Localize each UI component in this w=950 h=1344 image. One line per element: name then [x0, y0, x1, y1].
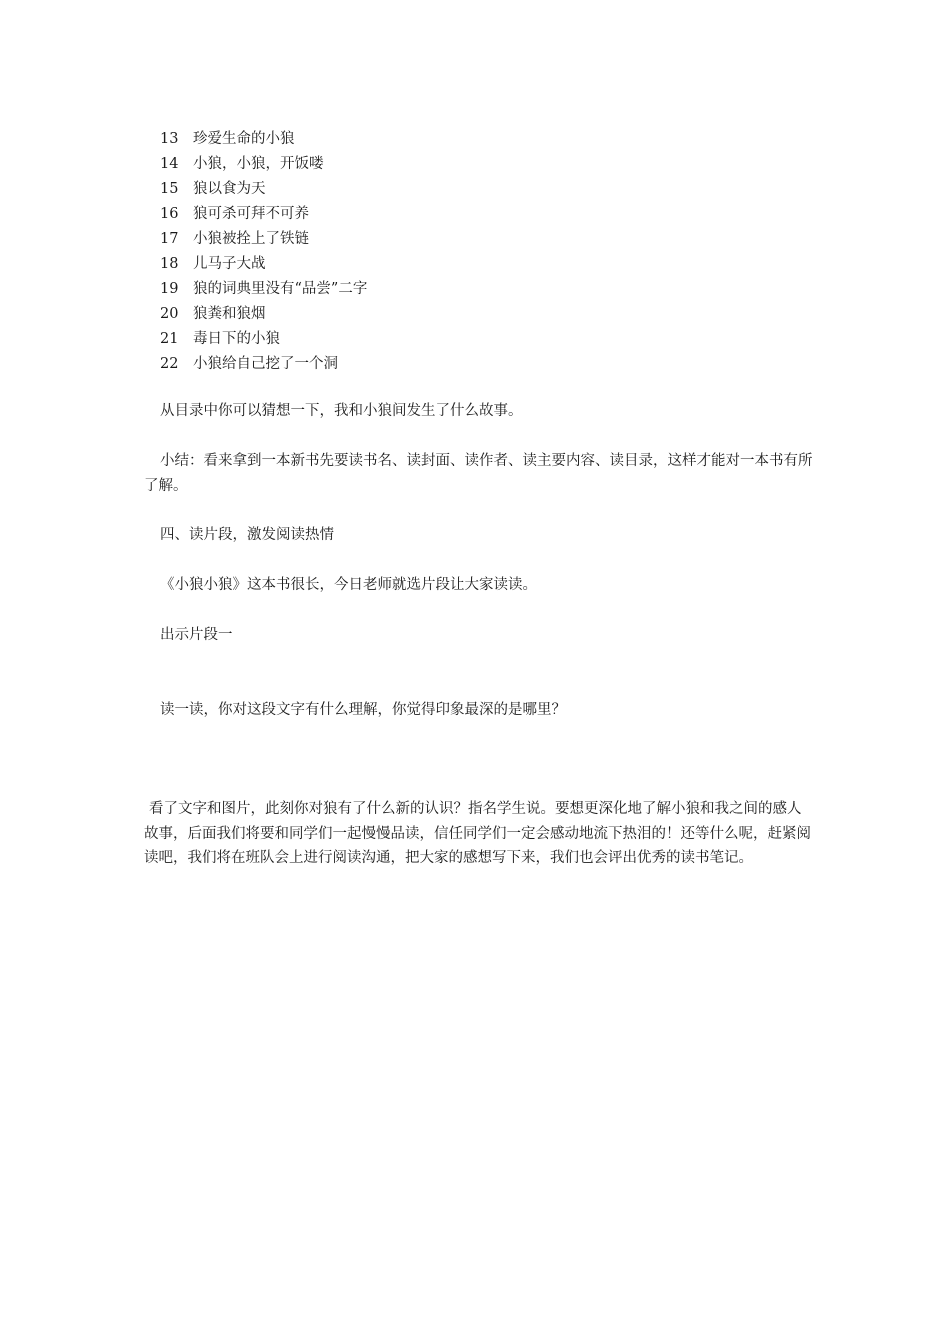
toc-item	[160, 277, 760, 302]
toc-item	[160, 327, 760, 352]
toc-item	[160, 302, 760, 327]
toc-item-number: 20	[160, 306, 179, 322]
toc-item	[160, 252, 760, 277]
toc-item-number: 22	[160, 356, 179, 372]
closing-paragraph: 看了文字和图片，此刻你对狼有了什么新的认识？指名学生说。要想更深化地了解小狼和我之间的感人故事，后面我们将要和同学们一起慢慢品读，信任同学们一定会感动地流下热泪的！还等什么呢，赶紧阅读吧，我们将在班队会上进行阅读沟通，把大家的感想写下来，我们也会评出优秀的读书笔记。	[144, 801, 811, 866]
toc-item-number: 14	[160, 156, 179, 172]
toc-item-number: 15	[160, 181, 179, 197]
question-paragraph: 读一读，你对这段文字有什么理解，你觉得印象最深的是哪里？	[160, 702, 566, 718]
toc-item-number: 21	[160, 331, 179, 347]
toc-item-title: 狼可杀可拜不可养	[193, 206, 309, 222]
toc-item	[160, 352, 760, 377]
toc-item	[160, 202, 760, 227]
toc-item-number: 16	[160, 206, 179, 222]
toc-item-title: 小狼，小狼，开饭喽	[193, 156, 324, 172]
toc-item-title: 小狼给自己挖了一个洞	[193, 356, 338, 372]
toc-item-number: 18	[160, 256, 179, 272]
toc-item-title: 狼以食为天	[193, 181, 266, 197]
toc-item-title: 狼粪和狼烟	[193, 306, 266, 322]
summary-paragraph: 小结：看来拿到一本新书先要读书名、读封面、读作者、读主要内容、读目录，这样才能对一本书有所了解。	[144, 453, 813, 494]
toc-item	[160, 177, 760, 202]
toc-item-number: 13	[160, 131, 179, 147]
table-of-contents	[160, 127, 760, 377]
toc-item-number: 19	[160, 281, 179, 297]
intro-paragraph: 《小狼小狼》这本书很长，今日老师就选片段让大家读读。	[160, 577, 537, 593]
section-heading: 四、读片段，激发阅读热情	[160, 527, 334, 543]
toc-item	[160, 152, 760, 177]
toc-item	[160, 227, 760, 252]
toc-item-title: 珍爱生命的小狼	[193, 131, 295, 147]
show-excerpt-line: 出示片段一	[160, 627, 233, 643]
toc-item-number: 17	[160, 231, 179, 247]
toc-item	[160, 127, 760, 152]
toc-item-title: 儿马子大战	[193, 256, 266, 272]
toc-item-title: 毒日下的小狼	[193, 331, 280, 347]
guess-paragraph: 从目录中你可以猜想一下，我和小狼间发生了什么故事。	[160, 403, 523, 419]
toc-item-title: 狼的词典里没有“品尝”二字	[193, 281, 368, 297]
toc-item-title: 小狼被拴上了铁链	[193, 231, 309, 247]
